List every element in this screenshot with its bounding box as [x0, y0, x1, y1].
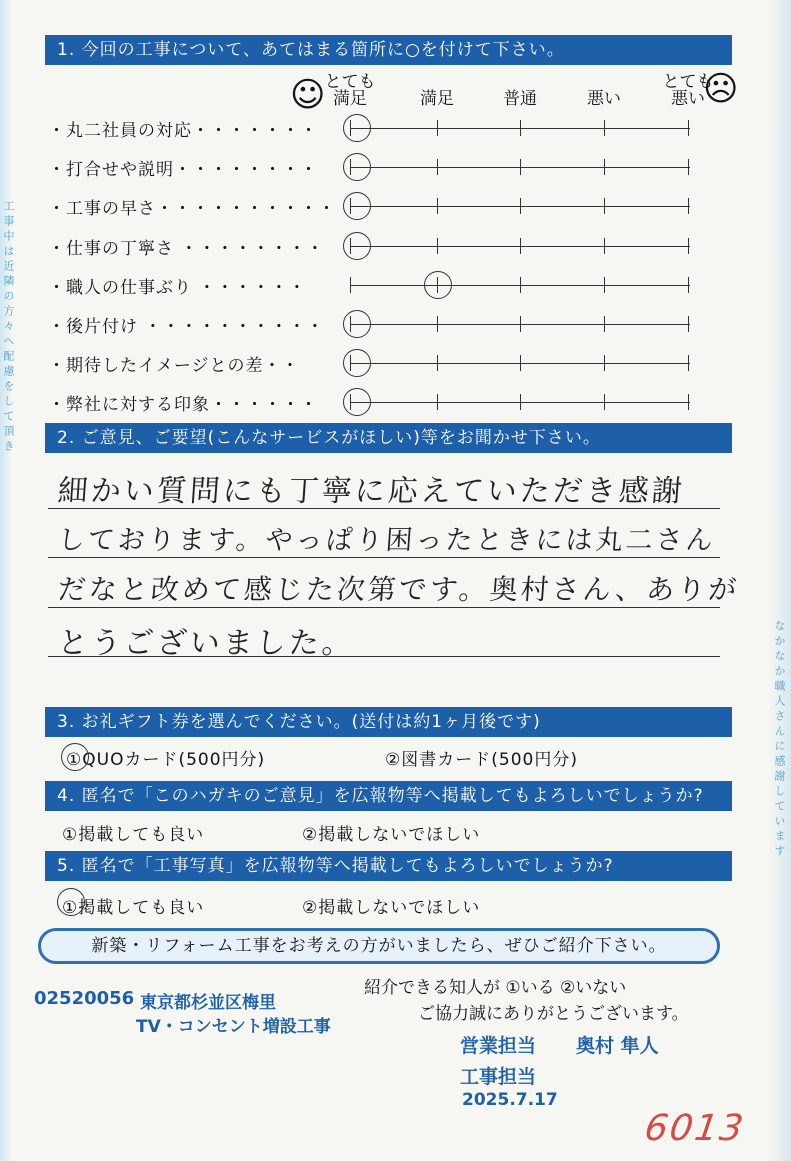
- rating-option-tick[interactable]: [688, 394, 689, 410]
- rating-row: [48, 310, 698, 338]
- comment-line-4: とうございました。: [56, 626, 356, 661]
- rating-option-tick[interactable]: [437, 198, 438, 214]
- publish-photo-yes[interactable]: ①掲載しても良い: [62, 898, 205, 918]
- rating-row: [48, 192, 698, 220]
- section3-title: 3. お礼ギフト券を選んでください。(送付は約1ヶ月後です): [45, 707, 732, 737]
- section2-title: 2. ご意見、ご要望(こんなサービスがほしい)等をお聞かせ下さい。: [45, 423, 732, 453]
- rating-option-tick[interactable]: [604, 316, 605, 332]
- customer-address: 東京都杉並区梅里: [140, 993, 276, 1013]
- sales-name: 奥村 隼人: [576, 1035, 659, 1057]
- sales-label: 営業担当: [460, 1035, 537, 1057]
- selected-rating-circle: [343, 349, 371, 377]
- rating-option-tick[interactable]: [688, 238, 689, 254]
- rating-option-tick[interactable]: [520, 238, 521, 254]
- rating-label: ・打合せや説明・・・・・・・・: [48, 160, 318, 181]
- rating-option-tick[interactable]: [604, 159, 605, 175]
- rating-option-tick[interactable]: [688, 198, 689, 214]
- referral-thanks: ご協力誠にありがとうございます。: [418, 1004, 689, 1024]
- rating-option-tick[interactable]: [604, 277, 605, 293]
- selected-rating-circle: [343, 388, 371, 416]
- gift-option-quo[interactable]: ①QUOカード(500円分): [66, 750, 266, 770]
- scale-heading: [569, 91, 639, 108]
- rating-option-tick[interactable]: [520, 159, 521, 175]
- left-edge-strip: [0, 0, 12, 1161]
- right-edge-strip: [769, 0, 791, 1161]
- left-edge-text: 工事中は近隣の方々へ配慮をして頂き: [2, 200, 15, 455]
- rating-label: ・仕事の丁寧さ ・・・・・・・・: [48, 238, 325, 259]
- selected-rating-circle: [343, 232, 371, 260]
- rating-row: [48, 271, 698, 299]
- rating-row: [48, 153, 698, 181]
- section5-title: 5. 匿名で「工事写真」を広報物等へ掲載してもよろしいでしょうか?: [45, 851, 732, 881]
- rating-row: [48, 349, 698, 377]
- rating-row: [48, 232, 698, 260]
- comment-line-2: しております。やっぱり困ったときには丸二さん: [56, 525, 717, 556]
- scale-heading: [315, 74, 385, 108]
- rating-option-tick[interactable]: [604, 394, 605, 410]
- selected-rating-circle: [343, 310, 371, 338]
- rating-option-tick[interactable]: [604, 238, 605, 254]
- comment-line-3: だなと改めて感じた次第です。奥村さん、ありが: [56, 573, 741, 606]
- rating-option-tick[interactable]: [520, 277, 521, 293]
- rating-option-tick[interactable]: [520, 316, 521, 332]
- rating-row: [48, 114, 698, 142]
- scale-heading: [485, 91, 555, 108]
- scale-heading-label: 満足: [333, 89, 367, 109]
- scale-heading-label: 普通: [503, 89, 537, 109]
- rating-option-tick[interactable]: [437, 355, 438, 371]
- rating-option-tick[interactable]: [688, 277, 689, 293]
- rating-option-tick[interactable]: [437, 316, 438, 332]
- selected-rating-circle: [424, 271, 452, 299]
- rating-label: ・後片付け ・・・・・・・・・・: [48, 317, 325, 337]
- sad-face-icon: ☹: [703, 69, 739, 109]
- rating-label: ・工事の早さ・・・・・・・・・・: [48, 199, 336, 220]
- happy-face-icon: ☺: [290, 75, 326, 115]
- rating-option-tick[interactable]: [437, 394, 438, 410]
- rating-option-tick[interactable]: [604, 355, 605, 371]
- right-edge-text: なかなか職人さんに感謝しています: [773, 620, 786, 860]
- customer-code: 02520056: [34, 988, 135, 1009]
- rating-option-tick[interactable]: [688, 316, 689, 332]
- reference-number: 6013: [642, 1108, 748, 1149]
- rating-label: ・職人の仕事ぶり ・・・・・・: [48, 277, 307, 298]
- scale-heading: [653, 74, 723, 108]
- rating-option-tick[interactable]: [437, 238, 438, 254]
- rating-option-tick[interactable]: [520, 120, 521, 136]
- rating-label: ・弊社に対する印象・・・・・・: [48, 395, 318, 416]
- referral-question: 紹介できる知人が ①いる ②いない: [364, 978, 627, 998]
- rating-option-tick[interactable]: [688, 159, 689, 175]
- writing-rule: [48, 557, 720, 558]
- issue-date: 2025.7.17: [462, 1090, 558, 1110]
- section1-title: 1. 今回の工事について、あてはまる箇所に○を付けて下さい。: [45, 35, 732, 65]
- project-name: TV・コンセント増設工事: [136, 1017, 331, 1037]
- construction-label: 工事担当: [460, 1066, 537, 1088]
- section4-title: 4. 匿名で「このハガキのご意見」を広報物等へ掲載してもよろしいでしょうか?: [45, 781, 732, 811]
- publish-comment-yes[interactable]: ①掲載しても良い: [62, 825, 205, 845]
- rating-option-tick[interactable]: [520, 198, 521, 214]
- comment-line-1: 細かい質問にも丁寧に応えていただき感謝: [56, 474, 686, 509]
- rating-option-tick[interactable]: [688, 120, 689, 136]
- selected-rating-circle: [343, 153, 371, 181]
- scale-heading-label: 悪い: [587, 89, 621, 109]
- rating-option-tick[interactable]: [437, 159, 438, 175]
- selected-circle-mark: [57, 888, 85, 916]
- rating-option-tick[interactable]: [520, 394, 521, 410]
- rating-option-tick[interactable]: [520, 355, 521, 371]
- scale-heading-label: 満足: [420, 89, 454, 109]
- referral-banner: 新築・リフォーム工事をお考えの方がいましたら、ぜひご紹介下さい。: [38, 928, 720, 964]
- rating-option-tick[interactable]: [350, 277, 351, 293]
- rating-option-tick[interactable]: [437, 120, 438, 136]
- rating-option-tick[interactable]: [688, 355, 689, 371]
- rating-option-tick[interactable]: [604, 198, 605, 214]
- scale-heading-top: とても: [324, 72, 376, 92]
- rating-row: [48, 388, 698, 416]
- publish-photo-no[interactable]: ②掲載しないでほしい: [302, 898, 481, 918]
- selected-rating-circle: [343, 192, 371, 220]
- selected-circle-mark: [61, 743, 89, 771]
- scale-heading-label: 悪い: [671, 89, 705, 109]
- gift-option-book[interactable]: ②図書カード(500円分): [385, 750, 578, 770]
- rating-label: ・期待したイメージとの差・・: [48, 356, 300, 377]
- scale-heading-top: とても: [662, 72, 714, 92]
- selected-rating-circle: [343, 114, 371, 142]
- scale-heading: [402, 91, 472, 108]
- rating-label: ・丸二社員の対応・・・・・・・: [48, 121, 318, 141]
- rating-option-tick[interactable]: [604, 120, 605, 136]
- publish-comment-no[interactable]: ②掲載しないでほしい: [302, 825, 481, 845]
